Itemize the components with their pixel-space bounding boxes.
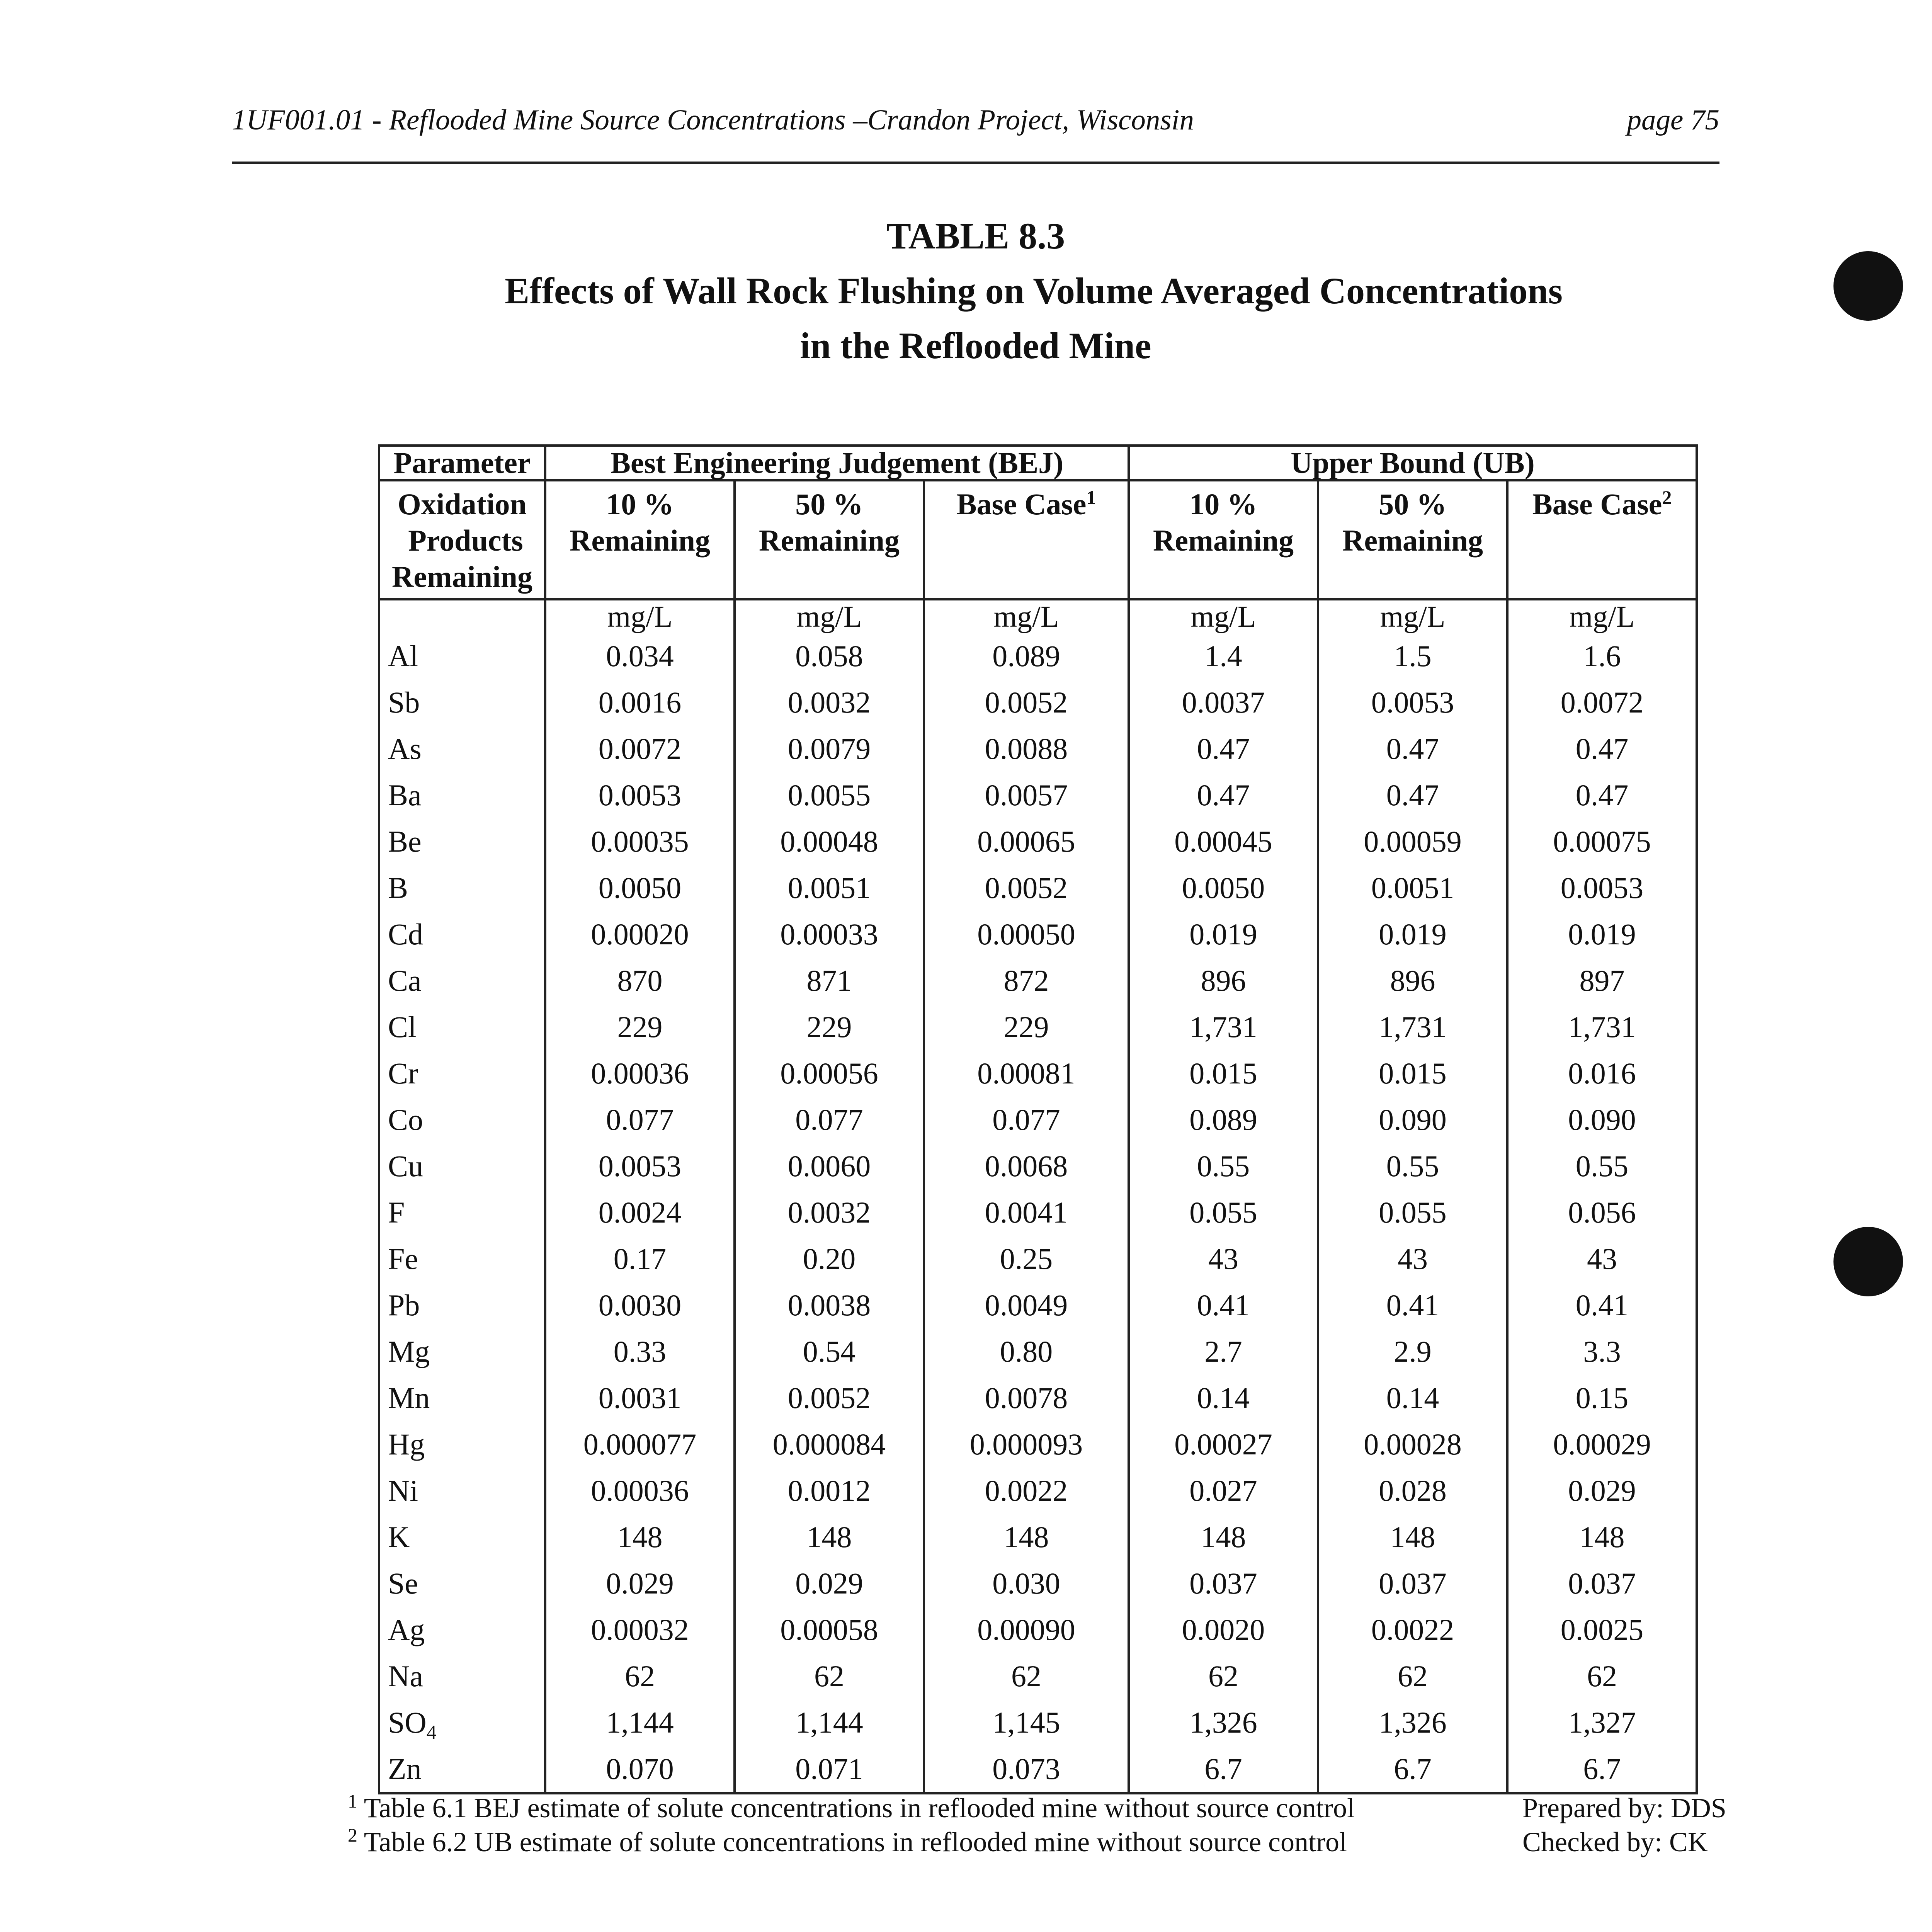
value-cell: 1,144 — [735, 1699, 924, 1746]
value-cell: 0.0079 — [735, 726, 924, 772]
value-cell: 0.0025 — [1507, 1607, 1697, 1653]
table-notes — [348, 1791, 1739, 1859]
value-cell: 148 — [1507, 1514, 1697, 1560]
value-cell: 0.0051 — [735, 865, 924, 911]
value-cell: 0.0072 — [545, 726, 735, 772]
concentration-table — [378, 444, 1698, 1794]
header-row-subcolumns — [379, 480, 1697, 599]
element-cell: Cd — [379, 911, 545, 957]
value-cell: 0.090 — [1507, 1097, 1697, 1143]
value-cell: 148 — [1129, 1514, 1318, 1560]
table-row — [379, 1097, 1697, 1143]
footnote-mark-1: 1 — [1086, 486, 1096, 508]
value-cell: 0.80 — [924, 1328, 1129, 1375]
value-cell: 0.41 — [1507, 1282, 1697, 1328]
ub-50-header: 50 % Remaining — [1318, 480, 1507, 599]
unit-cell: mg/L — [1507, 599, 1697, 633]
value-cell: 0.14 — [1318, 1375, 1507, 1421]
value-cell: 0.089 — [1129, 1097, 1318, 1143]
table-row — [379, 1328, 1697, 1375]
element-cell: Co — [379, 1097, 545, 1143]
value-cell: 0.00020 — [545, 911, 735, 957]
value-cell: 0.47 — [1507, 772, 1697, 818]
header-rule — [232, 162, 1719, 164]
value-cell: 1,731 — [1129, 1004, 1318, 1050]
ub-base-case-header: Base Case$^2$ — [1507, 480, 1697, 599]
value-cell: 62 — [1318, 1653, 1507, 1699]
value-cell: 0.0053 — [1318, 679, 1507, 726]
value-cell: 0.0053 — [545, 1143, 735, 1189]
value-cell: 0.029 — [545, 1560, 735, 1607]
table-row — [379, 1282, 1697, 1328]
value-cell: 0.47 — [1507, 726, 1697, 772]
value-cell: 0.0055 — [735, 772, 924, 818]
table-title-block — [232, 209, 1719, 373]
table-row — [379, 865, 1697, 911]
value-cell: 1.6 — [1507, 633, 1697, 679]
units-blank-cell — [379, 599, 545, 633]
value-cell: 148 — [545, 1514, 735, 1560]
value-cell: 0.037 — [1129, 1560, 1318, 1607]
footnote-2-row — [348, 1825, 1739, 1859]
header-page-number: page 75 — [1627, 104, 1719, 136]
value-cell: 0.00059 — [1318, 818, 1507, 865]
element-cell: Ni — [379, 1468, 545, 1514]
value-cell: 0.00065 — [924, 818, 1129, 865]
value-cell: 0.0031 — [545, 1375, 735, 1421]
value-cell: 0.00028 — [1318, 1421, 1507, 1468]
value-cell: 62 — [735, 1653, 924, 1699]
table-row — [379, 1143, 1697, 1189]
element-cell: $SO_4$ — [379, 1699, 545, 1746]
value-cell: 1.5 — [1318, 633, 1507, 679]
value-cell: 0.019 — [1507, 911, 1697, 957]
prepared-by: Prepared by: DDS — [1522, 1793, 1726, 1823]
margin-bullet-top — [1833, 251, 1903, 321]
table-row — [379, 1375, 1697, 1421]
value-cell: 0.0052 — [924, 679, 1129, 726]
table-row — [379, 633, 1697, 679]
value-cell: 0.41 — [1318, 1282, 1507, 1328]
value-cell: 6.7 — [1129, 1746, 1318, 1793]
page-header — [232, 104, 1719, 137]
element-cell: Mg — [379, 1328, 545, 1375]
header-row-groups — [379, 446, 1697, 480]
value-cell: 0.0032 — [735, 1189, 924, 1236]
bej-10-header: 10 % Remaining — [545, 480, 735, 599]
value-cell: 0.41 — [1129, 1282, 1318, 1328]
value-cell: 0.029 — [735, 1560, 924, 1607]
value-cell: 62 — [924, 1653, 1129, 1699]
value-cell: 148 — [1318, 1514, 1507, 1560]
table-body — [379, 633, 1697, 1793]
unit-cell: mg/L — [1129, 599, 1318, 633]
value-cell: 0.54 — [735, 1328, 924, 1375]
value-cell: 6.7 — [1507, 1746, 1697, 1793]
value-cell: 0.0068 — [924, 1143, 1129, 1189]
table-row — [379, 1004, 1697, 1050]
value-cell: 0.0060 — [735, 1143, 924, 1189]
value-cell: 0.00035 — [545, 818, 735, 865]
element-cell: K — [379, 1514, 545, 1560]
unit-cell: mg/L — [735, 599, 924, 633]
value-cell: 6.7 — [1318, 1746, 1507, 1793]
value-cell: 0.0052 — [924, 865, 1129, 911]
table-row — [379, 1746, 1697, 1793]
value-cell: 1,731 — [1318, 1004, 1507, 1050]
value-cell: 0.00056 — [735, 1050, 924, 1097]
value-cell: 0.0038 — [735, 1282, 924, 1328]
table-row — [379, 1699, 1697, 1746]
table-row — [379, 1189, 1697, 1236]
value-cell: 0.17 — [545, 1236, 735, 1282]
value-cell: 0.0050 — [545, 865, 735, 911]
value-cell: 1.4 — [1129, 633, 1318, 679]
value-cell: 0.000093 — [924, 1421, 1129, 1468]
table-title-line-1: Effects of Wall Rock Flushing on Volume Averaged Concentrations — [505, 270, 1563, 311]
element-cell: Cr — [379, 1050, 545, 1097]
element-cell: As — [379, 726, 545, 772]
value-cell: 0.0052 — [735, 1375, 924, 1421]
value-cell: 0.0049 — [924, 1282, 1129, 1328]
element-cell: Hg — [379, 1421, 545, 1468]
header-title: 1UF001.01 - Reflooded Mine Source Concentrations –Crandon Project, Wisconsin — [232, 104, 1194, 136]
table-row — [379, 1236, 1697, 1282]
unit-cell: mg/L — [1318, 599, 1507, 633]
element-cell: Ag — [379, 1607, 545, 1653]
value-cell: 0.0032 — [735, 679, 924, 726]
value-cell: 0.00090 — [924, 1607, 1129, 1653]
value-cell: 0.00081 — [924, 1050, 1129, 1097]
footnote-1-row — [348, 1791, 1739, 1825]
value-cell: 0.00048 — [735, 818, 924, 865]
value-cell: 43 — [1318, 1236, 1507, 1282]
element-cell: Sb — [379, 679, 545, 726]
value-cell: 0.55 — [1318, 1143, 1507, 1189]
value-cell: 0.33 — [545, 1328, 735, 1375]
value-cell: 1,326 — [1318, 1699, 1507, 1746]
bej-base-case-header: Base Case$^1$ — [924, 480, 1129, 599]
value-cell: 0.0012 — [735, 1468, 924, 1514]
element-cell: Ca — [379, 957, 545, 1004]
value-cell: 0.000084 — [735, 1421, 924, 1468]
value-cell: 872 — [924, 957, 1129, 1004]
ub-10-header: 10 % Remaining — [1129, 480, 1318, 599]
value-cell: 0.030 — [924, 1560, 1129, 1607]
value-cell: 0.0030 — [545, 1282, 735, 1328]
value-cell: 0.0050 — [1129, 865, 1318, 911]
value-cell: 0.00075 — [1507, 818, 1697, 865]
unit-cell: mg/L — [924, 599, 1129, 633]
value-cell: 0.0051 — [1318, 865, 1507, 911]
table-row — [379, 772, 1697, 818]
element-cell: Pb — [379, 1282, 545, 1328]
value-cell: 0.090 — [1318, 1097, 1507, 1143]
value-cell: 62 — [545, 1653, 735, 1699]
table-row — [379, 818, 1697, 865]
value-cell: 0.55 — [1129, 1143, 1318, 1189]
value-cell: 0.0053 — [545, 772, 735, 818]
value-cell: 229 — [924, 1004, 1129, 1050]
value-cell: 0.016 — [1507, 1050, 1697, 1097]
value-cell: 0.070 — [545, 1746, 735, 1793]
table-row — [379, 1421, 1697, 1468]
value-cell: 0.00029 — [1507, 1421, 1697, 1468]
value-cell: 0.027 — [1129, 1468, 1318, 1514]
value-cell: 0.029 — [1507, 1468, 1697, 1514]
value-cell: 148 — [735, 1514, 924, 1560]
value-cell: 0.47 — [1318, 726, 1507, 772]
value-cell: 0.14 — [1129, 1375, 1318, 1421]
ub-group-header: Upper Bound (UB) — [1129, 446, 1697, 480]
element-cell: Na — [379, 1653, 545, 1699]
value-cell: 0.0022 — [924, 1468, 1129, 1514]
bej-group-header: Best Engineering Judgement (BEJ) — [545, 446, 1129, 480]
value-cell: 0.0020 — [1129, 1607, 1318, 1653]
value-cell: 0.00027 — [1129, 1421, 1318, 1468]
table-row — [379, 1050, 1697, 1097]
element-cell: F — [379, 1189, 545, 1236]
value-cell: 0.15 — [1507, 1375, 1697, 1421]
table-row — [379, 911, 1697, 957]
value-cell: 0.0022 — [1318, 1607, 1507, 1653]
value-cell: 229 — [545, 1004, 735, 1050]
value-cell: 0.25 — [924, 1236, 1129, 1282]
value-cell: 1,731 — [1507, 1004, 1697, 1050]
value-cell: 871 — [735, 957, 924, 1004]
value-cell: 62 — [1129, 1653, 1318, 1699]
value-cell: 0.00058 — [735, 1607, 924, 1653]
element-cell: Zn — [379, 1746, 545, 1793]
value-cell: 0.077 — [545, 1097, 735, 1143]
value-cell: 0.055 — [1129, 1189, 1318, 1236]
unit-cell: mg/L — [545, 599, 735, 633]
value-cell: 0.47 — [1318, 772, 1507, 818]
value-cell: 0.00050 — [924, 911, 1129, 957]
value-cell: 0.0078 — [924, 1375, 1129, 1421]
value-cell: 0.015 — [1129, 1050, 1318, 1097]
value-cell: 2.9 — [1318, 1328, 1507, 1375]
table-row — [379, 1560, 1697, 1607]
value-cell: 148 — [924, 1514, 1129, 1560]
value-cell: 0.55 — [1507, 1143, 1697, 1189]
value-cell: 0.019 — [1129, 911, 1318, 957]
value-cell: 0.034 — [545, 633, 735, 679]
value-cell: 0.00036 — [545, 1050, 735, 1097]
value-cell: 1,144 — [545, 1699, 735, 1746]
element-cell: B — [379, 865, 545, 911]
value-cell: 0.0024 — [545, 1189, 735, 1236]
value-cell: 43 — [1507, 1236, 1697, 1282]
value-cell: 62 — [1507, 1653, 1697, 1699]
concentration-table-wrapper — [378, 444, 1698, 1794]
checked-by: Checked by: CK — [1522, 1827, 1708, 1857]
table-row — [379, 1607, 1697, 1653]
table-row — [379, 957, 1697, 1004]
footnote-2: $^2$ Table 6.2 UB estimate of solute concentrations in reflooded mine without source control — [348, 1824, 1347, 1857]
footnote-mark-2: 2 — [1662, 486, 1672, 508]
table-row — [379, 679, 1697, 726]
value-cell: 0.20 — [735, 1236, 924, 1282]
value-cell: 0.47 — [1129, 772, 1318, 818]
parameter-header: Parameter — [379, 446, 545, 480]
value-cell: 43 — [1129, 1236, 1318, 1282]
element-cell: Al — [379, 633, 545, 679]
value-cell: 0.073 — [924, 1746, 1129, 1793]
value-cell: 0.0053 — [1507, 865, 1697, 911]
value-cell: 229 — [735, 1004, 924, 1050]
value-cell: 0.00032 — [545, 1607, 735, 1653]
value-cell: 0.0037 — [1129, 679, 1318, 726]
value-cell: 0.00033 — [735, 911, 924, 957]
value-cell: 0.089 — [924, 633, 1129, 679]
element-cell: Fe — [379, 1236, 545, 1282]
value-cell: 0.056 — [1507, 1189, 1697, 1236]
value-cell: 1,327 — [1507, 1699, 1697, 1746]
table-number: TABLE 8.3 — [886, 215, 1065, 257]
value-cell: 2.7 — [1129, 1328, 1318, 1375]
value-cell: 0.019 — [1318, 911, 1507, 957]
element-cell: Be — [379, 818, 545, 865]
value-cell: 0.077 — [735, 1097, 924, 1143]
table-row — [379, 1468, 1697, 1514]
value-cell: 0.0057 — [924, 772, 1129, 818]
table-row — [379, 1653, 1697, 1699]
value-cell: 897 — [1507, 957, 1697, 1004]
value-cell: 0.071 — [735, 1746, 924, 1793]
element-cell: Ba — [379, 772, 545, 818]
value-cell: 870 — [545, 957, 735, 1004]
value-cell: 0.00036 — [545, 1468, 735, 1514]
value-cell: 0.058 — [735, 633, 924, 679]
value-cell: 3.3 — [1507, 1328, 1697, 1375]
value-cell: 0.037 — [1507, 1560, 1697, 1607]
table-row — [379, 1514, 1697, 1560]
value-cell: 1,145 — [924, 1699, 1129, 1746]
units-row — [379, 599, 1697, 633]
value-cell: 0.055 — [1318, 1189, 1507, 1236]
value-cell: 0.0088 — [924, 726, 1129, 772]
value-cell: 0.0072 — [1507, 679, 1697, 726]
margin-bullet-middle — [1833, 1227, 1903, 1296]
table-row — [379, 726, 1697, 772]
value-cell: 896 — [1129, 957, 1318, 1004]
value-cell: 0.47 — [1129, 726, 1318, 772]
element-cell: Se — [379, 1560, 545, 1607]
table-title-line-2: in the Reflooded Mine — [800, 325, 1151, 366]
value-cell: 1,326 — [1129, 1699, 1318, 1746]
value-cell: 0.00045 — [1129, 818, 1318, 865]
element-cell: Cl — [379, 1004, 545, 1050]
value-cell: 0.037 — [1318, 1560, 1507, 1607]
value-cell: 0.0041 — [924, 1189, 1129, 1236]
footnote-1: $^1$ Table 6.1 BEJ estimate of solute concentrations in reflooded mine without source control — [348, 1790, 1355, 1823]
bej-50-header: 50 % Remaining — [735, 480, 924, 599]
element-cell: Cu — [379, 1143, 545, 1189]
value-cell: 0.000077 — [545, 1421, 735, 1468]
value-cell: 0.015 — [1318, 1050, 1507, 1097]
oxidation-label-header: Oxidation Products Remaining — [379, 480, 545, 599]
value-cell: 0.0016 — [545, 679, 735, 726]
value-cell: 0.028 — [1318, 1468, 1507, 1514]
value-cell: 0.077 — [924, 1097, 1129, 1143]
element-cell: Mn — [379, 1375, 545, 1421]
value-cell: 896 — [1318, 957, 1507, 1004]
